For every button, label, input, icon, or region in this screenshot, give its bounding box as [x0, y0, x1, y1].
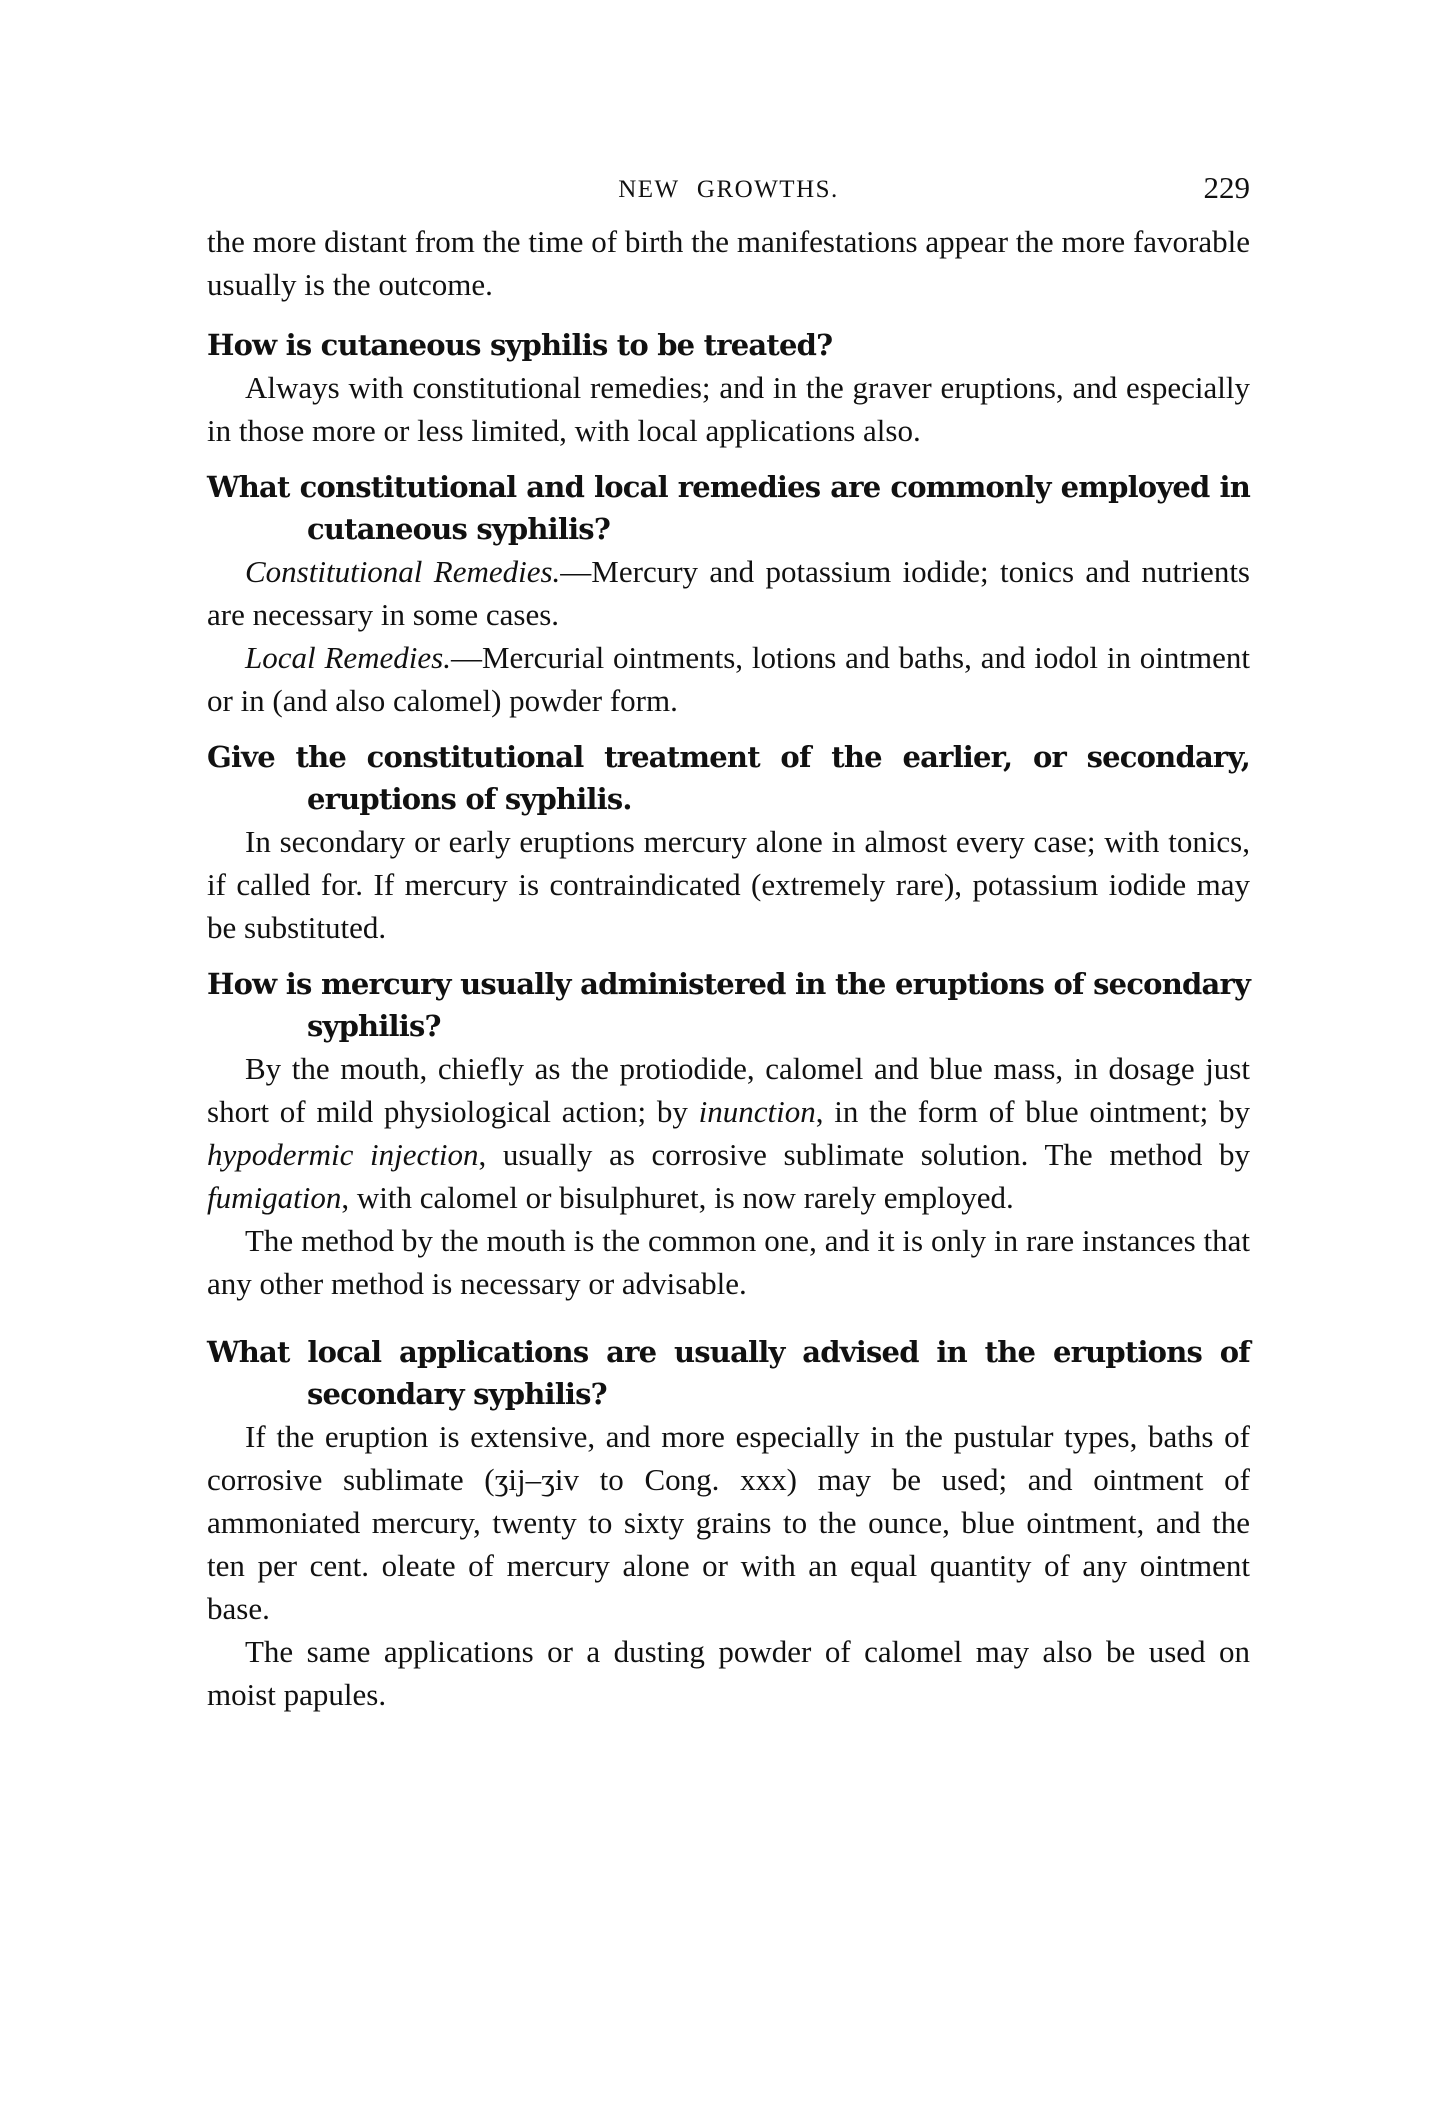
question-heading: What local applications are usually advised in the eruptions of secondary syphilis? — [207, 1335, 1250, 1411]
qa-section — [207, 963, 1250, 1305]
answer-text: , usually as corrosive sublimate solution. The method by — [478, 1137, 1250, 1172]
answer-text: , in the form of blue ointment; by — [815, 1094, 1250, 1129]
answer-paragraph: Always with constitutional remedies; and in the graver eruptions, and especially in those more or less limited, with local applications also. — [207, 370, 1250, 448]
italic-term: inunction — [698, 1094, 816, 1129]
italic-label: Constitutional Remedies. — [245, 554, 561, 589]
answer-paragraph — [207, 550, 1250, 636]
book-page — [207, 168, 1250, 1716]
question-heading: What constitutional and local remedies are commonly employed in cutaneous syphilis? — [207, 470, 1250, 546]
italic-label: Local Remedies. — [245, 640, 451, 675]
answer-paragraph — [207, 1047, 1250, 1219]
intro-paragraph: the more distant from the time of birth the manifestations appear the more favorable usually is the outcome. — [207, 224, 1250, 302]
qa-section — [207, 324, 1250, 452]
qa-section — [207, 1331, 1250, 1716]
answer-paragraph: If the eruption is extensive, and more especially in the pustular types, baths of corrosive sublimate (ʒij–ʒiv to Cong. xxx) may be used; and ointment of ammoniated mercury, twenty to sixty grains to the ounce, blue ointment, and the ten per cent. oleate of mercury alone or with an equal quantity of any ointment base. — [207, 1419, 1250, 1626]
question-heading: How is cutaneous syphilis to be treated? — [207, 328, 833, 362]
running-head — [207, 168, 1250, 220]
answer-text: By the mouth, chiefly as the protiodide, calomel and blue mass, in dosage just short of mild physiological action; by — [207, 1051, 1250, 1129]
answer-paragraph: The method by the mouth is the common one, and it is only in rare instances that any other method is necessary or advisable. — [207, 1223, 1250, 1301]
question-heading: Give the constitutional treatment of the earlier, or secondary, eruptions of syphilis. — [207, 740, 1250, 816]
answer-paragraph — [207, 636, 1250, 722]
italic-term: fumigation — [207, 1180, 342, 1215]
question-heading: How is mercury usually administered in the eruptions of secondary syphilis? — [207, 967, 1250, 1043]
qa-section — [207, 736, 1250, 949]
qa-section — [207, 466, 1250, 722]
page-number: 229 — [1203, 170, 1250, 205]
answer-text: , with calomel or bisulphuret, is now rarely employed. — [341, 1180, 1014, 1215]
italic-term: hypodermic injection — [207, 1137, 479, 1172]
answer-paragraph: In secondary or early eruptions mercury alone in almost every case; with tonics, if called for. If mercury is contraindicated (extremely rare), potassium iodide may be substituted. — [207, 824, 1250, 945]
answer-paragraph: The same applications or a dusting powder of calomel may also be used on moist papules. — [207, 1634, 1250, 1712]
running-title: NEW GROWTHS. — [618, 176, 839, 203]
answer-text: —Mercurial ointments, lotions and baths, and iodol in ointment or in (and also calomel) powder form. — [207, 640, 1250, 718]
answer-text: —Mercury and potassium iodide; tonics and nutrients are necessary in some cases. — [207, 554, 1250, 632]
